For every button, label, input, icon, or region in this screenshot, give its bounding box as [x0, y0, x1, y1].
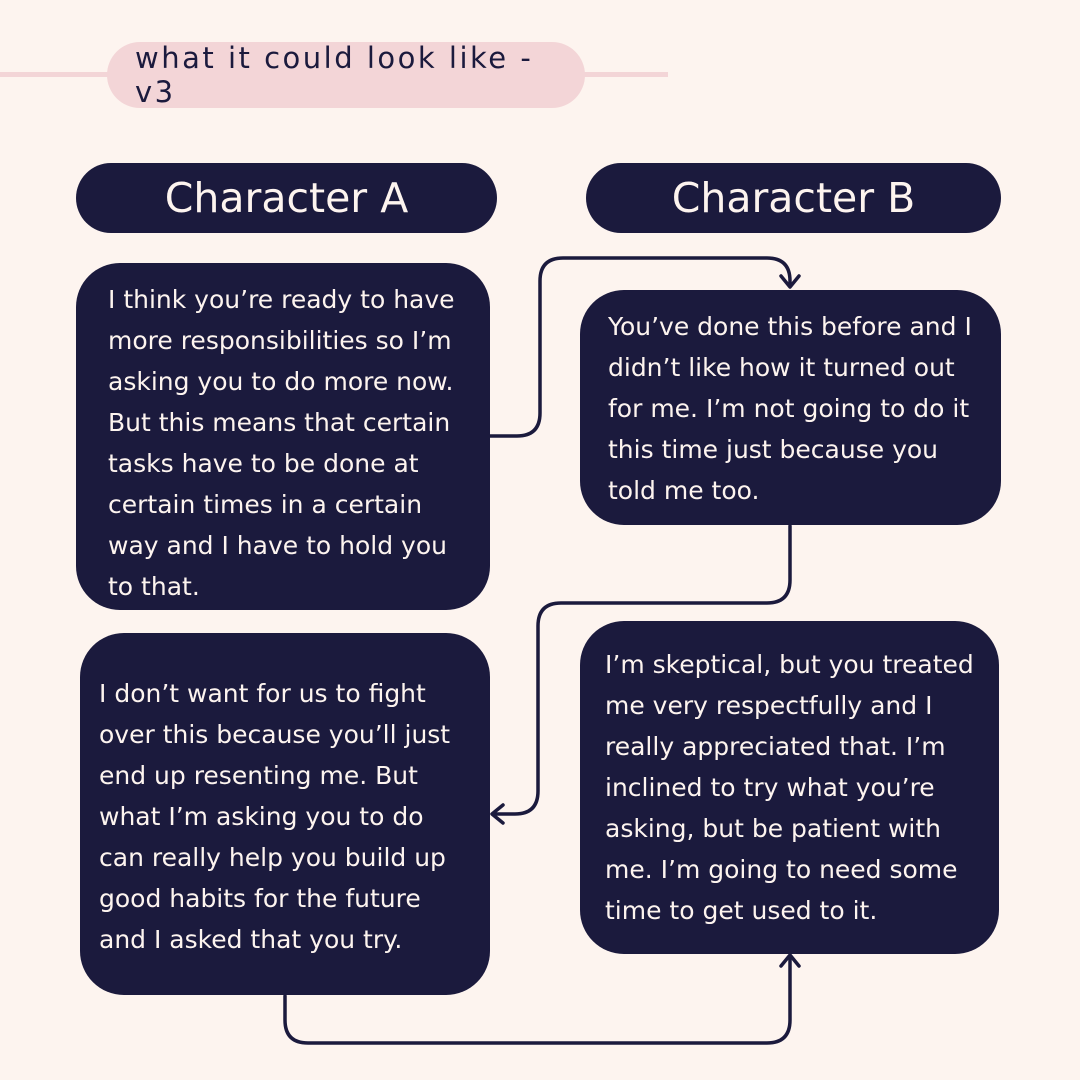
speech-box-b2 — [580, 621, 999, 954]
speech-box-a2 — [80, 633, 490, 995]
speech-text-a2: I don’t want for us to fight over this because you’ll just end up resenting me. But what I’m asking you to do can really help you build up good habits for the future and I asked that you try. — [99, 679, 451, 954]
speech-text-b2: I’m skeptical, but you treated me very respectfully and I really appreciated that. I’m inclined to try what you’re asking, but be patient with me. I’m going to need some time to get used to it. — [605, 650, 974, 925]
speech-box-a1 — [76, 263, 490, 610]
page-title-text: what it could look like - v3 — [135, 41, 534, 109]
speech-text-b1: You’ve done this before and I didn’t like how it turned out for me. I’m not going to do it this time just because you told me too. — [608, 312, 972, 505]
character-a-label: Character A — [164, 174, 409, 222]
character-b-label: Character B — [671, 174, 916, 222]
speech-text-a1: I think you’re ready to have more responsibilities so I’m asking you to do more now. But this means that certain tasks have to be done at certain times in a certain way and I have to hold you to that. — [108, 285, 455, 601]
speech-box-b1 — [580, 290, 1001, 525]
